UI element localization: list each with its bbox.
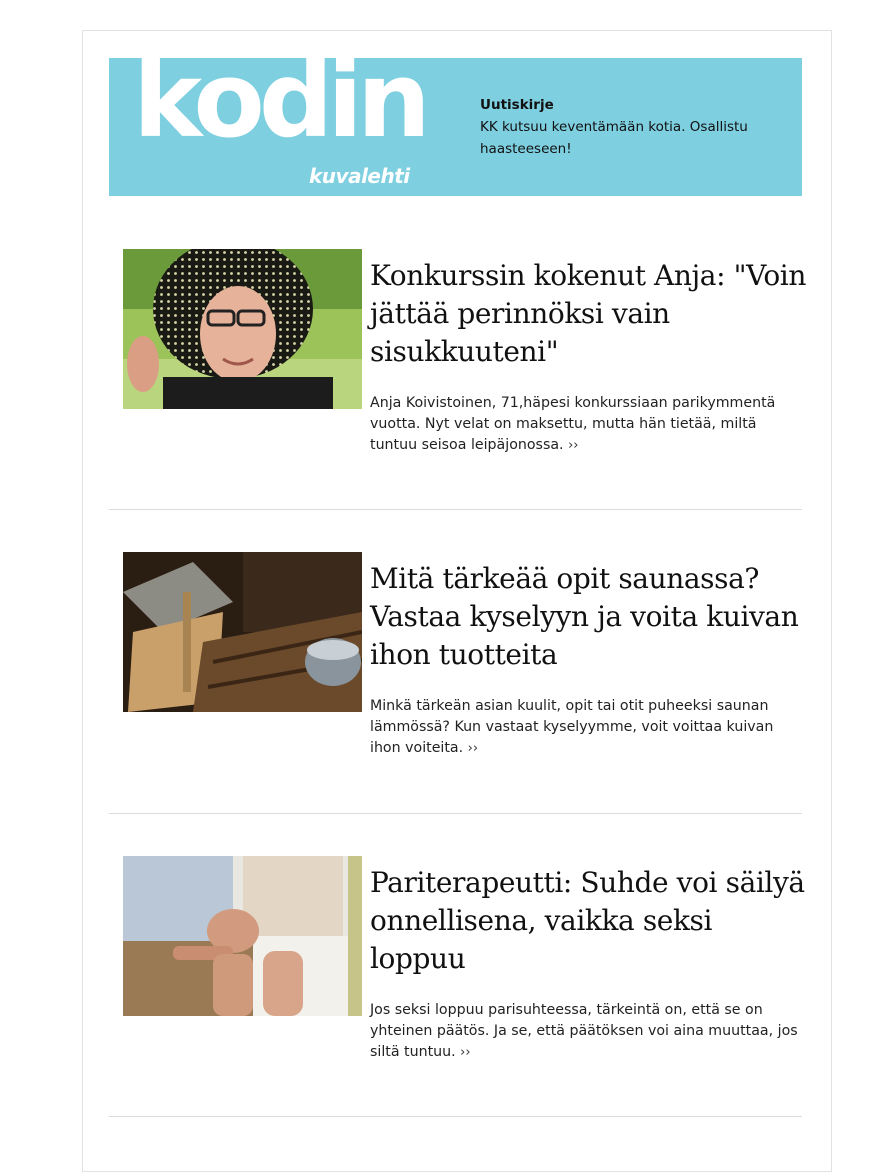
read-more-link[interactable]: ›› [460, 1045, 471, 1060]
article-title[interactable]: Mitä tärkeää opit saunassa? Vastaa kyselyyn ja voita kuivan ihon tuotteita [370, 562, 799, 671]
article-description-text: Jos seksi loppuu parisuhteessa, tärkeintä on, että se on yhteinen päätös. Ja se, että päätöksen voi aina muuttaa, jos siltä tuntuu. [370, 1002, 798, 1060]
article-description [370, 1000, 802, 1063]
logo-word: kodin [133, 39, 425, 161]
article-title[interactable]: Pariterapeutti: Suhde voi säilyä onnellisena, vaikka seksi loppuu [370, 866, 805, 975]
article-divider [109, 1116, 802, 1117]
newsletter-header [109, 39, 802, 196]
article-description-text: Minkä tärkeän asian kuulit, opit tai otit puheeksi saunan lämmössä? Kun vastaat kyselyymme, voit voittaa kuivan ihon voiteita. [370, 698, 774, 756]
read-more-link[interactable]: ›› [467, 741, 479, 756]
article-image-couple-hands[interactable] [123, 856, 362, 1016]
article-divider [109, 813, 802, 814]
newsletter-text: KK kutsuu keventämään kotia. Osallistu haasteeseen! [480, 119, 748, 157]
article-image-sauna[interactable] [123, 552, 362, 712]
logo-subtitle: kuvalehti [309, 164, 410, 188]
article-description-text: Anja Koivistoinen, 71,häpesi konkurssiaan parikymmentä vuotta. Nyt velat on maksettu, mutta hän tietää, miltä tuntuu seisoa leipäjonossa. [370, 395, 776, 453]
article-image-woman-hat[interactable] [123, 249, 362, 409]
article-title[interactable]: Konkurssin kokenut Anja: "Voin jättää perinnöksi vain sisukkuuteni" [370, 259, 806, 368]
newsletter-title: Uutiskirje [480, 97, 554, 113]
kodin-kuvalehti-logo[interactable] [133, 39, 443, 192]
read-more-link[interactable]: ›› [568, 438, 579, 453]
article-description [370, 393, 802, 456]
article-description [370, 696, 802, 759]
article-divider [109, 509, 802, 510]
newsletter-intro [480, 94, 800, 160]
